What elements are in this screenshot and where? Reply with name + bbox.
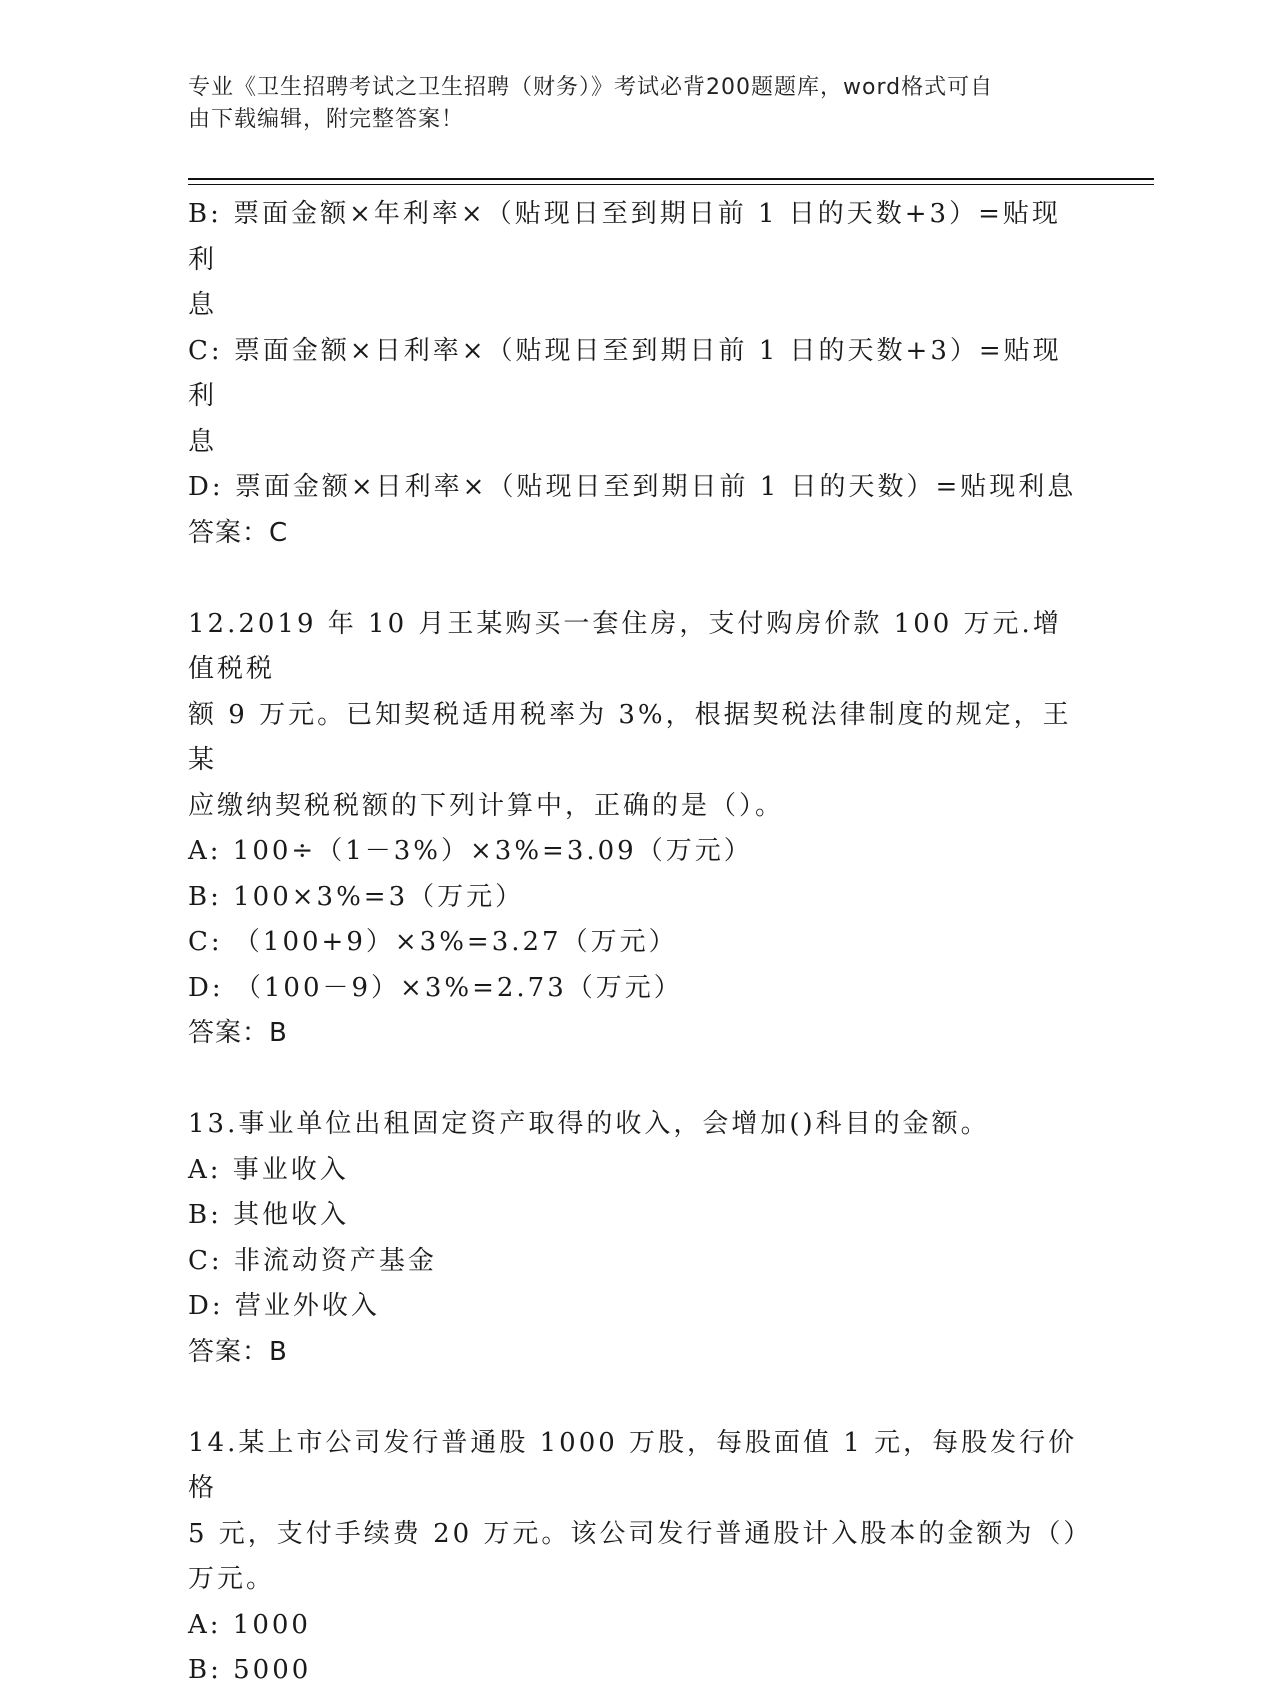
question-stem-line-3: 万元。 bbox=[188, 1564, 276, 1594]
answer-line: 答案：B bbox=[188, 1018, 288, 1048]
question-14 bbox=[188, 1421, 1093, 1694]
option-b: B: 其他收入 bbox=[188, 1200, 350, 1230]
option-c-line-1: C: 票面金额×日利率×（贴现日至到期日前 1 日的天数+3）=贴现利 bbox=[188, 335, 1062, 411]
option-d: D: 营业外收入 bbox=[188, 1291, 380, 1321]
question-12 bbox=[188, 602, 1088, 1057]
spacer bbox=[188, 1375, 1088, 1421]
option-a: A: 事业收入 bbox=[188, 1154, 349, 1185]
option-c-line-2: 息 bbox=[188, 426, 218, 457]
option-d: D: 票面金额×日利率×（贴现日至到期日前 1 日的天数）=贴现利息 bbox=[188, 472, 1077, 502]
option-c: C: （100+9）×3%=3.27（万元） bbox=[188, 927, 678, 957]
question-stem: 13.事业单位出租固定资产取得的收入，会增加()科目的金额。 bbox=[188, 1109, 990, 1139]
option-b-line-2: 息 bbox=[188, 290, 218, 320]
question-stem-line-1: 12.2019 年 10 月王某购买一套住房，支付购房价款 100 万元.增值税税 bbox=[188, 608, 1062, 684]
header-divider-thick bbox=[188, 178, 1154, 180]
spacer bbox=[188, 556, 1088, 602]
header-divider-thin bbox=[188, 184, 1154, 185]
spacer bbox=[188, 1057, 1088, 1103]
question-stem-line-3: 应缴纳契税税额的下列计算中，正确的是（）。 bbox=[188, 790, 785, 821]
option-d: D: （100－9）×3%=2.73（万元） bbox=[188, 972, 683, 1003]
question-stem-line-2: 额 9 万元。已知契税适用税率为 3%，根据契税法律制度的规定，王某 bbox=[188, 699, 1072, 775]
question-stem-line-1: 14.某上市公司发行普通股 1000 万股，每股面值 1 元，每股发行价格 bbox=[188, 1427, 1078, 1503]
answer-line: 答案：B bbox=[188, 1336, 288, 1367]
question-13 bbox=[188, 1102, 1088, 1375]
option-c: C: 非流动资产基金 bbox=[188, 1245, 437, 1276]
question-stem-line-2: 5 元，支付手续费 20 万元。该公司发行普通股计入股本的金额为（） bbox=[188, 1518, 1093, 1549]
option-a: A: 1000 bbox=[188, 1609, 311, 1640]
answer-line: 答案：C bbox=[188, 517, 289, 548]
question-11-tail bbox=[188, 192, 1088, 556]
header-line-1: 专业《卫生招聘考试之卫生招聘（财务）》考试必背200题题库，word格式可自 bbox=[188, 75, 994, 100]
option-b-line-1: B: 票面金额×年利率×（贴现日至到期日前 1 日的天数+3）=贴现利 bbox=[188, 199, 1061, 275]
option-b: B: 100×3%=3（万元） bbox=[188, 881, 525, 912]
question-content bbox=[188, 192, 1093, 1694]
option-b: B: 5000 bbox=[188, 1655, 312, 1685]
document-header bbox=[188, 72, 1068, 136]
option-a: A: 100÷（1－3%）×3%=3.09（万元） bbox=[188, 836, 753, 866]
header-line-2: 由下载编辑，附完整答案！ bbox=[188, 107, 465, 132]
